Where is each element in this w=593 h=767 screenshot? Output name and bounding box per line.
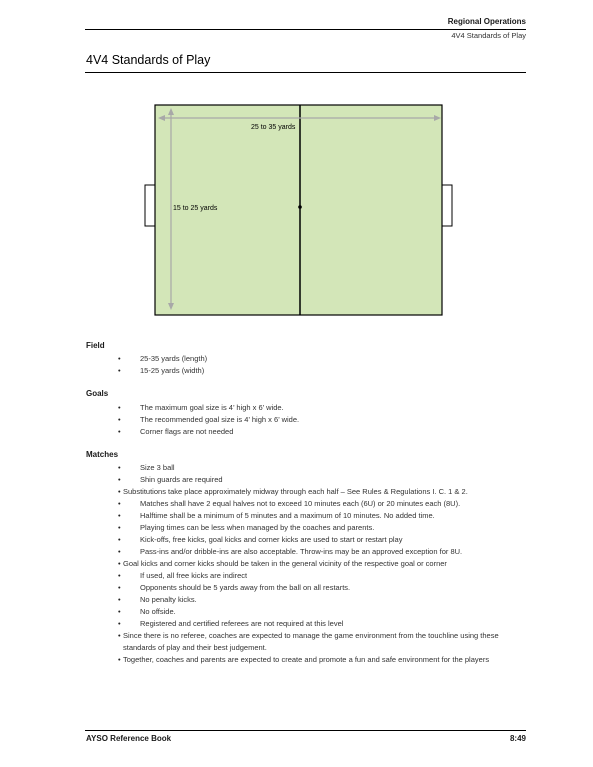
list-item: • No offside. — [86, 606, 526, 618]
header-divider — [85, 29, 526, 30]
list-item: • Halftime shall be a minimum of 5 minutes and a maximum of 10 minutes. No added time. — [86, 510, 526, 522]
list-item: • Substitutions take place approximately midway through each half – See Rules & Regulations I. C. 1 & 2. — [86, 486, 526, 498]
width-label: 15 to 25 yards — [173, 205, 218, 212]
list-item: • 15-25 yards (width) — [86, 365, 526, 377]
page-title: 4V4 Standards of Play — [86, 53, 211, 67]
goals-heading: Goals — [86, 389, 109, 398]
list-item: • Registered and certified referees are not required at this level — [86, 618, 526, 630]
goals-list — [86, 402, 526, 438]
list-item: • Goal kicks and corner kicks should be taken in the general vicinity of the respective goal or corner — [86, 558, 526, 570]
field-list — [86, 353, 526, 377]
list-item: • Corner flags are not needed — [86, 426, 526, 438]
title-divider — [85, 72, 526, 73]
field-diagram — [144, 100, 457, 320]
footer-book-title: AYSO Reference Book — [86, 734, 172, 743]
left-goal — [145, 185, 155, 226]
list-item: • Kick-offs, free kicks, goal kicks and corner kicks are used to start or restart play — [86, 534, 526, 546]
list-item: • Shin guards are required — [86, 474, 526, 486]
list-item: • The maximum goal size is 4’ high x 6’ wide. — [86, 402, 526, 414]
length-label: 25 to 35 yards — [251, 124, 296, 131]
page-number: 8:49 — [509, 734, 526, 743]
list-item: • If used, all free kicks are indirect — [86, 570, 526, 582]
list-item: • Opponents should be 5 yards away from the ball on all restarts. — [86, 582, 526, 594]
list-item: • 25-35 yards (length) — [86, 353, 526, 365]
center-spot — [298, 205, 302, 209]
right-goal — [442, 185, 452, 226]
list-item: • The recommended goal size is 4’ high x 6’ wide. — [86, 414, 526, 426]
list-item: • Playing times can be less when managed by the coaches and parents. — [86, 522, 526, 534]
header-subtitle: 4V4 Standards of Play — [451, 31, 526, 40]
header-section-title: Regional Operations — [447, 17, 526, 26]
matches-list — [86, 462, 526, 666]
list-item: • No penalty kicks. — [86, 594, 526, 606]
footer-divider — [85, 730, 526, 731]
list-item: • Since there is no referee, coaches are expected to manage the game environment from the touchline using these standards of play and their best judgement. — [86, 630, 526, 654]
field-heading: Field — [86, 341, 105, 350]
list-item: • Size 3 ball — [86, 462, 526, 474]
matches-heading: Matches — [86, 450, 119, 459]
list-item: • Pass-ins and/or dribble-ins are also acceptable. Throw-ins may be an approved exception for 8U. — [86, 546, 526, 558]
list-item: • Together, coaches and parents are expected to create and promote a fun and safe environment for the players — [86, 654, 526, 666]
list-item: • Matches shall have 2 equal halves not to exceed 10 minutes each (6U) or 20 minutes each (8U). — [86, 498, 526, 510]
